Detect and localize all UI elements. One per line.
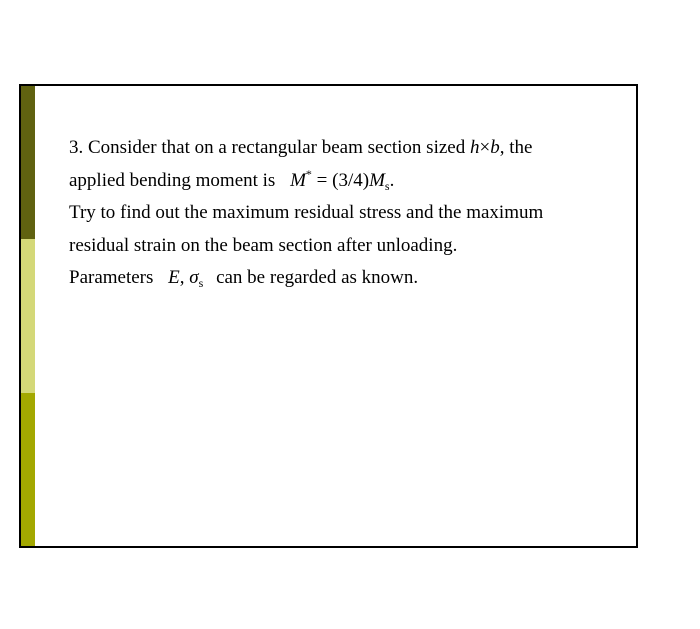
problem-line-4: residual strain on the beam section after unloading. <box>69 234 458 256</box>
modulus-symbol: E <box>168 267 180 288</box>
parameters-math <box>168 267 203 288</box>
accent-bar <box>21 86 35 546</box>
problem-line-5 <box>69 262 619 295</box>
accent-segment-dark <box>21 86 35 239</box>
yield-moment-subscript: s <box>384 178 390 193</box>
moment-rhs: = (3/4) <box>311 169 370 191</box>
moment-period: . <box>389 169 395 191</box>
width-symbol: b <box>490 137 500 158</box>
problem-line-3: Try to find out the maximum residual stress and the maximum <box>69 202 544 223</box>
problem-line-1-tail: , the <box>499 137 533 158</box>
moment-equation <box>290 166 395 193</box>
parameters-label: Parameters <box>69 267 154 288</box>
yield-stress-symbol: σ <box>189 267 199 288</box>
problem-line-1-text: Consider that on a rectangular beam section sized <box>88 137 466 158</box>
accent-segment-olive <box>21 393 35 546</box>
problem-number: 3. <box>69 137 84 158</box>
problem-line-1 <box>69 132 619 165</box>
parameters-separator: , <box>179 267 190 288</box>
problem-text <box>69 132 619 295</box>
accent-segment-light <box>21 239 35 392</box>
height-symbol: h <box>469 137 480 158</box>
problem-line-2 <box>69 165 619 198</box>
slide-frame <box>19 84 638 548</box>
problem-line-2-text: applied bending moment is <box>69 169 276 191</box>
yield-stress-subscript: s <box>198 276 204 290</box>
yield-moment-symbol: M <box>369 169 385 191</box>
times-symbol: × <box>479 137 491 158</box>
moment-symbol: M <box>290 169 306 191</box>
parameters-tail: can be regarded as known. <box>216 267 419 288</box>
moment-superscript: * <box>305 166 312 181</box>
